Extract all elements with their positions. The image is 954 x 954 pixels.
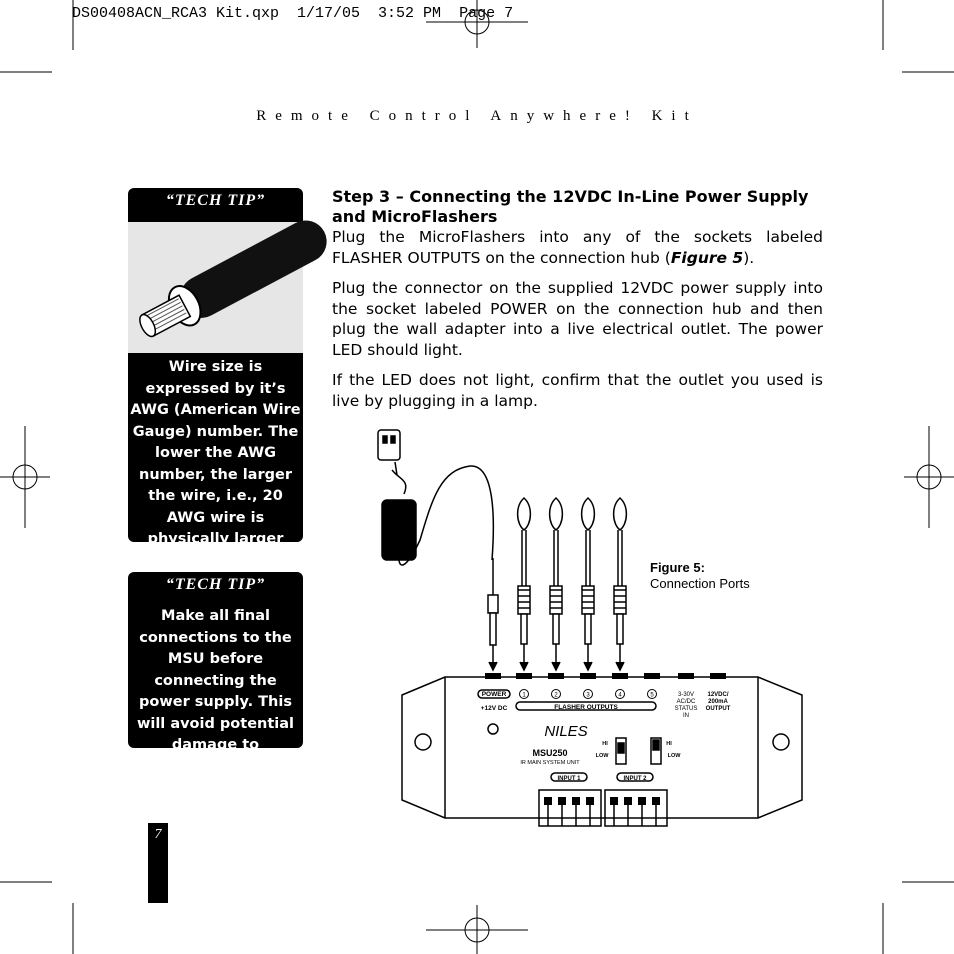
microflasher-icons — [518, 498, 627, 670]
jack-socket — [612, 673, 628, 679]
input1-label: INPUT 1 — [557, 776, 581, 782]
tech-tip-heading: “TECH TIP” — [165, 192, 266, 209]
terminal-screw — [624, 797, 632, 805]
dc-output-label: 12VDC/ — [707, 692, 729, 698]
output-number-label: 5 — [650, 692, 654, 699]
wall-outlet-icon — [378, 430, 400, 460]
status-input-label: IN — [683, 713, 689, 719]
microflasher-icon — [518, 498, 531, 670]
step-3-section — [332, 187, 823, 421]
tech-tip-wire-gauge — [128, 188, 303, 569]
step-paragraph-2: Plug the connector on the supplied 12VDC power supply into the socket labeled POWER on the connection hub and then plug the wall adapter into a live electrical outlet. The power LED should light. — [332, 279, 823, 359]
status-input-label: AC/DC — [676, 699, 696, 705]
switch1-hi-label: HI — [602, 741, 608, 747]
msu250-hub — [402, 673, 802, 826]
model-label: MSU250 — [532, 748, 568, 758]
dc-output-label: OUTPUT — [705, 706, 731, 712]
terminal-screw — [572, 797, 580, 805]
switch1-low-label: LOW — [595, 753, 609, 759]
jack-socket — [644, 673, 660, 679]
microflasher-icon — [582, 498, 595, 670]
terminal-screw — [544, 797, 552, 805]
switch2-hi-label: HI — [666, 741, 672, 747]
tech-tip-connect-order — [128, 572, 303, 775]
step-paragraph-1: Plug the MicroFlashers into any of the sockets labeled FLASHER OUTPUTS on the connection hub (Figure 5). — [332, 228, 823, 267]
output-number-label: 4 — [618, 692, 622, 699]
status-input-label: STATUS — [674, 706, 698, 712]
figure-reference: Figure 5 — [670, 248, 744, 267]
jack-socket — [516, 673, 532, 679]
microflasher-icon — [614, 498, 627, 670]
terminal-screw — [638, 797, 646, 805]
power-adapter-icon — [382, 462, 493, 565]
jack-socket — [485, 673, 501, 679]
tech-tip-text: Make all final connections to the MSU before connecting the power supply. This will avoid potential damage to components. — [136, 608, 295, 775]
file-slug: DS00408ACN_RCA3 Kit.qxp 1/17/05 3:52 PM Page 7 — [72, 5, 514, 22]
power-plug-icon — [488, 558, 498, 670]
figure-caption: Figure 5: Connection Ports — [650, 560, 750, 591]
step-heading: Step 3 – Connecting the 12VDC In-Line Power Supply and MicroFlashers — [332, 187, 809, 226]
brand-logo-text: NILES — [544, 723, 588, 740]
wire-cable-icon — [128, 222, 303, 353]
output-number-label: 3 — [586, 692, 590, 699]
connection-diagram — [370, 425, 810, 840]
input2-label: INPUT 2 — [623, 776, 647, 782]
terminal-screw — [586, 797, 594, 805]
terminal-screw — [610, 797, 618, 805]
page-number: 7 — [154, 827, 162, 842]
running-head: Remote Control Anywhere! Kit — [256, 108, 698, 124]
page-number-tab — [148, 823, 168, 903]
tech-tip-heading: “TECH TIP” — [165, 576, 266, 593]
microflasher-icon — [550, 498, 563, 670]
jack-socket — [580, 673, 596, 679]
power-sub-label: +12V DC — [480, 705, 508, 712]
terminal-screw — [652, 797, 660, 805]
step-paragraph-3: If the LED does not light, confirm that the outlet you used is live by plugging in a lamp. — [332, 371, 823, 410]
terminal-screw — [558, 797, 566, 805]
flasher-outputs-label: FLASHER OUTPUTS — [554, 704, 618, 711]
status-input-label: 3-30V — [677, 692, 695, 698]
switch2-low-label: LOW — [667, 753, 681, 759]
jack-socket — [678, 673, 694, 679]
wire-illustration — [128, 222, 303, 353]
tech-tip-text: Wire size is expressed by it’s AWG (American Wire Gauge) number. The lower the AWG number, the larger the wire, i.e., 20 AWG wire is physically larger than 22 AWG. — [130, 359, 301, 569]
output-number-label: 2 — [554, 692, 558, 699]
output-number-label: 1 — [522, 692, 526, 699]
dc-output-label: 200mA — [708, 699, 728, 705]
power-label: POWER — [481, 691, 507, 698]
jack-socket — [548, 673, 564, 679]
model-sub-label: IR MAIN SYSTEM UNIT — [520, 760, 580, 766]
jack-socket — [710, 673, 726, 679]
